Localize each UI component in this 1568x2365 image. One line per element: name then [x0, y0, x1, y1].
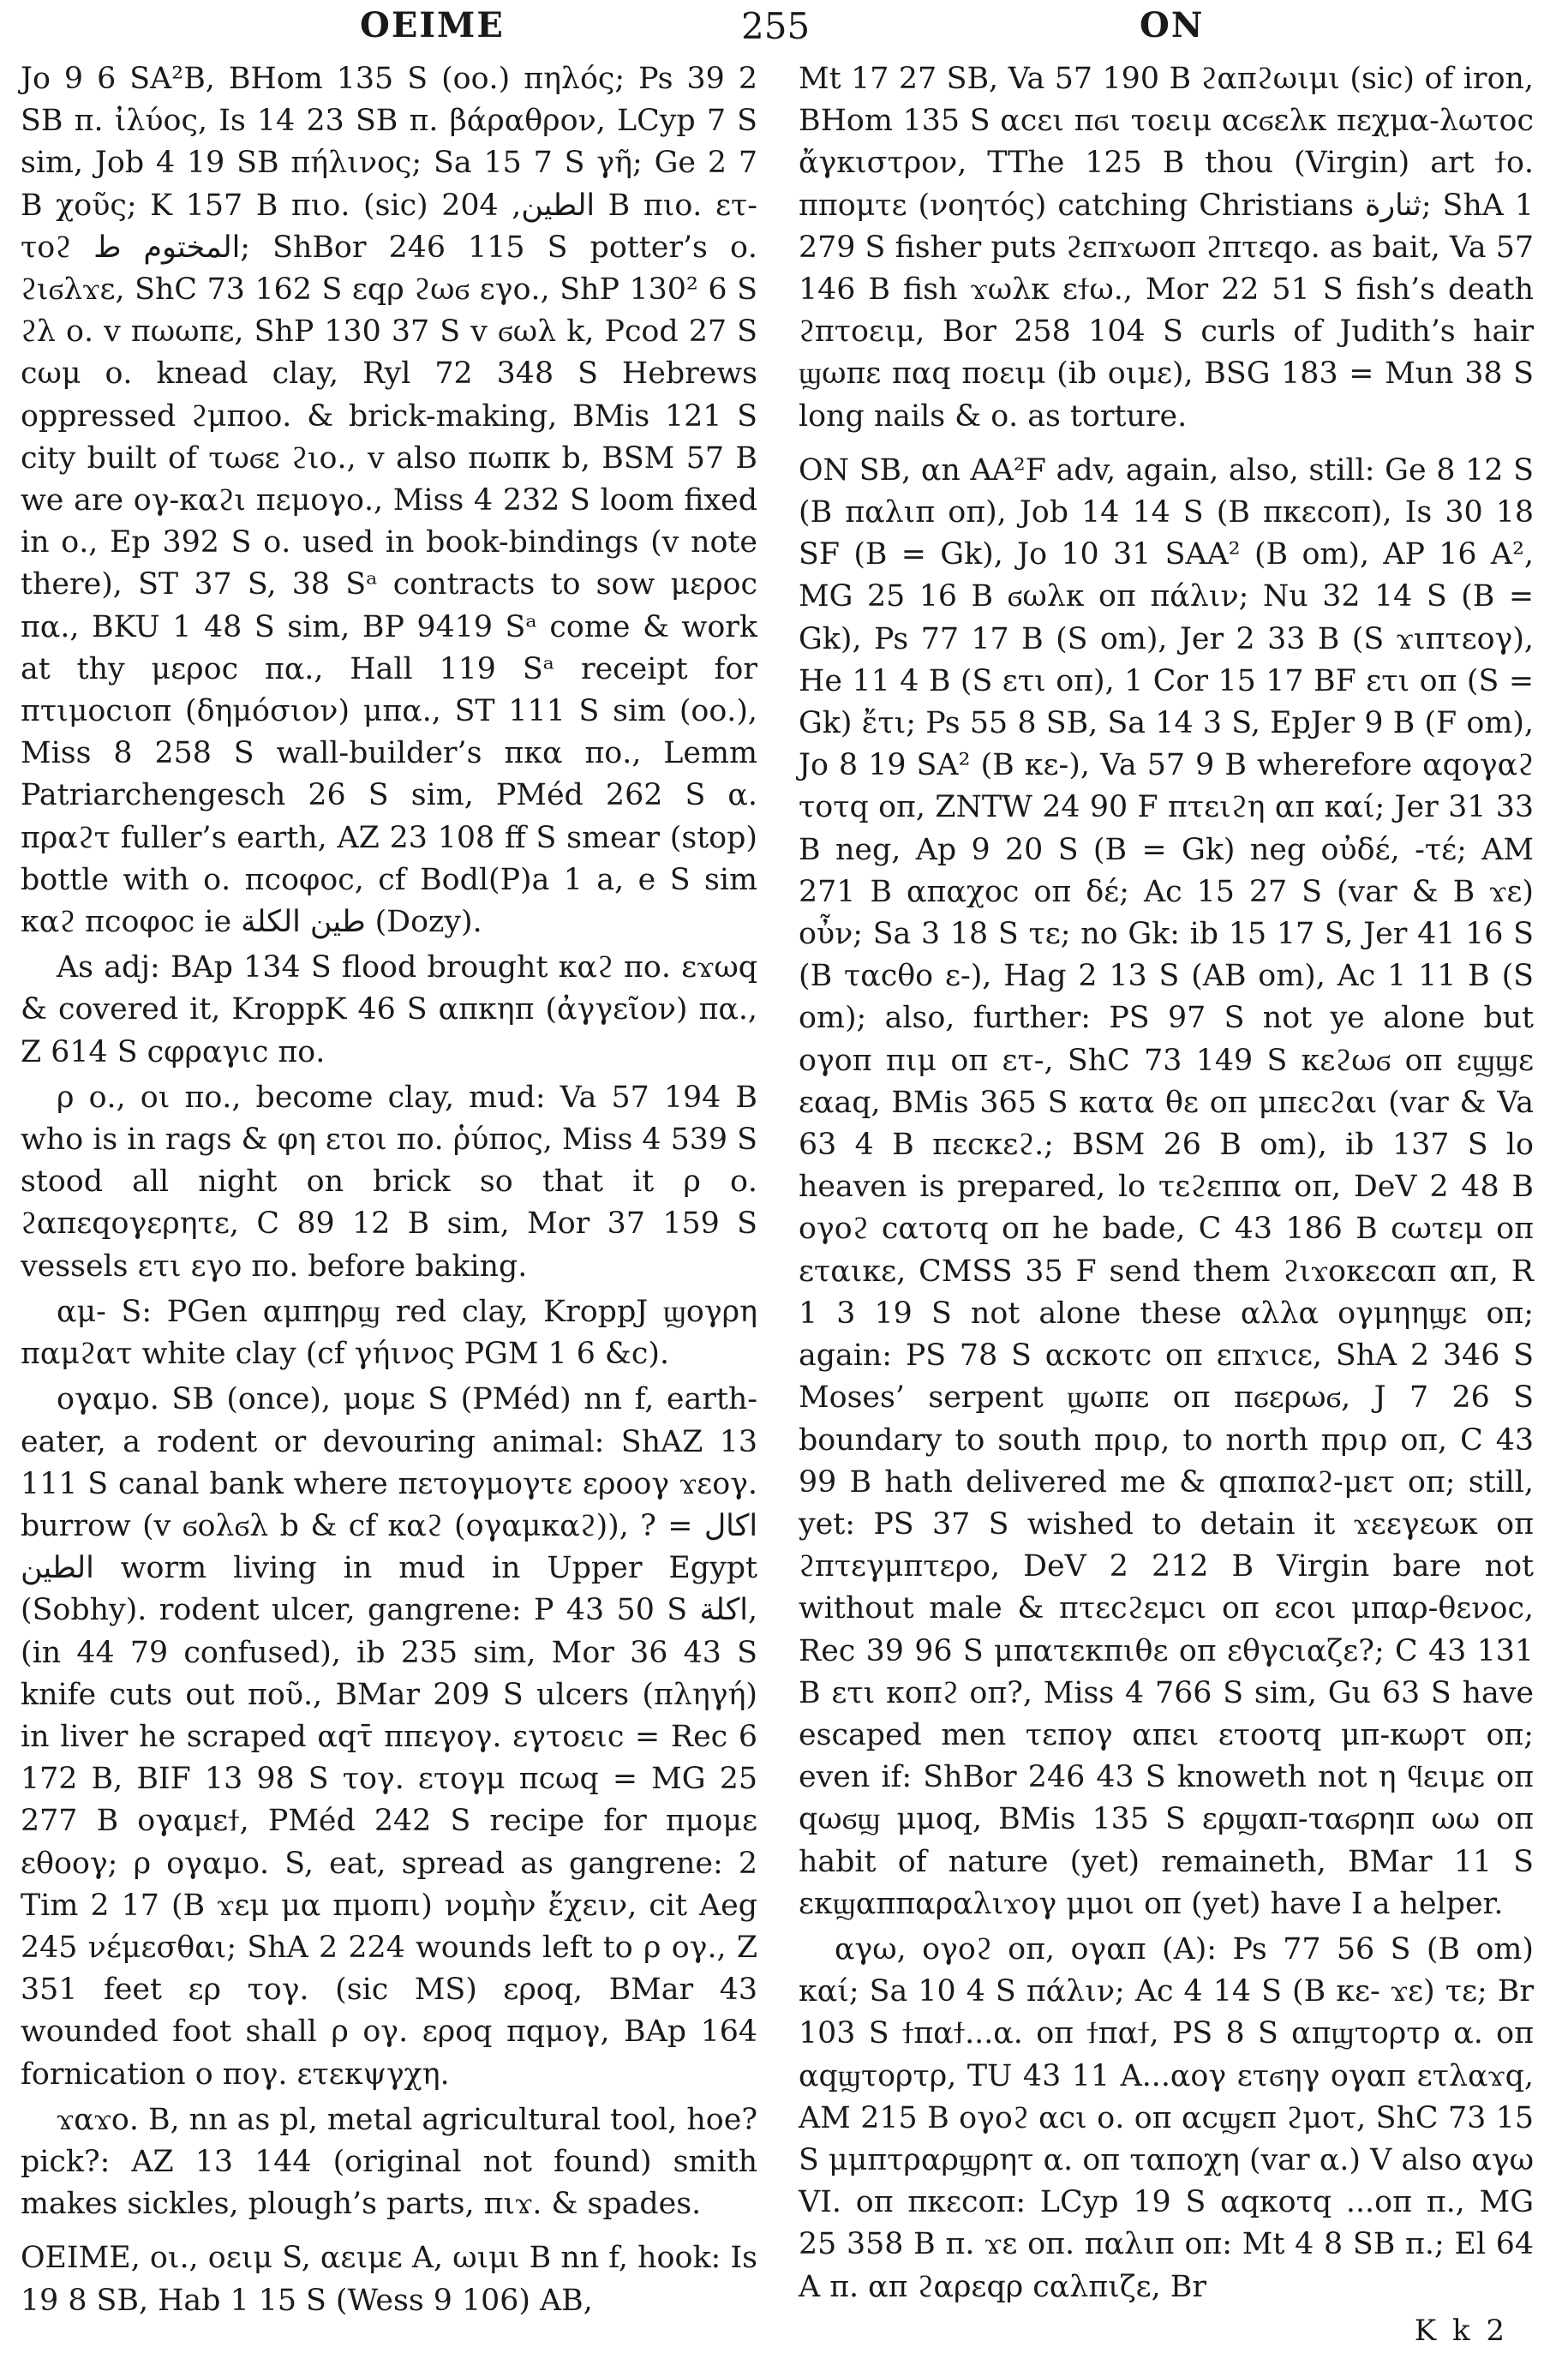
entry-paragraph: αγω, ογοϩ οπ, ογαπ (A): Ps 77 56 S (B om) καί; Sa 10 4 S πάλιν; Ac 4 14 S (B κε- ϫε) τε; Br 103 S ϯπαϯ...α. οπ ϯπαϯ, PS 8 S απϣτορτρ α. οπ αqϣτορτρ, TU 43 11 A...αογ ετϭηγ ογαπ ετλαϫq, AM 215 B ογοϩ αcι ο. οπ αcϣεπ ϩμοτ, ShC 73 15 S μμπτραρϣρητ α. οπ ταποχη (var α.) V also αγω VI. οπ πκεcοπ: LCyp 19 S αqκοτq ...οπ π., MG 25 358 B π. ϫε οπ. παλιπ οπ: Mt 4 8 SB π.; El 64 A π. απ ϩαρεqρ cαλπιζε, Br: [799, 1931, 1534, 2304]
page-header: [0, 5, 1568, 57]
header-left-headword: ΟΕΙΜΕ: [360, 5, 505, 45]
header-right-headword: ΟΝ: [1140, 5, 1205, 45]
entry-paragraph: Jo 9 6 SA²B, BHom 135 S (οο.) πηλός; Ps 39 2 SB π. ἰλύος, Is 14 23 SB π. βάραθρον, LCyp 7 S sim, Job 4 19 SB πήλινος; Sa 15 7 S γῆ; Ge 2 7 B χοῦς; K 157 B πιο. (sic) الطين, 204 B πιο. ετ-τοϩ المختوم ط; ShBor 246 115 S potter’s ο. ϩιϭλϫε, ShC 73 162 S εqρ ϩωϭ εγο., ShP 130² 6 S ϩλ ο. v πωωπε, ShP 130 37 S v ϭωλ k, Pcod 27 S cωμ ο. knead clay, Ryl 72 348 S Hebrews oppressed ϩμποο. & brick-making, BMis 121 S city built of τωϭε ϩιο., v also πωπκ b, BSM 57 B we are ογ-καϩι πεμογο., Miss 4 232 S loom fixed in ο., Ep 392 S ο. used in book-bindings (v note there), ST 37 S, 38 Sᵃ contracts to sow μεροc πα., BKU 1 48 S sim, BP 9419 Sᵃ come & work at thy μεροc πα., Hall 119 Sᵃ receipt for πτιμοcιοπ (δημόσιον) μπα., ST 111 S sim (οο.), Miss 8 258 S wall-builder’s πκα πο., Lemm Patriarchengesch 26 S sim, PMéd 262 S α. πραϩτ fuller’s earth, AZ 23 108 ff S smear (stop) bottle with ο. πcοφοc, cf Bodl(P)a 1 a, e S sim καϩ πcοφοc ie طين الكلة (Dozy).: [21, 62, 757, 940]
left-column: [21, 58, 757, 2326]
entry-paragraph: ογαμο. SB (once), μομε S (PMéd) nn f, earth-eater, a rodent or devouring animal: ShAZ 13 111 S canal bank where πετογμογτε εροογ ϫεογ. burrow (v ϭολϭλ b & cf καϩ (ογαμκαϩ)), ? = اكال الطين worm living in mud in Upper Egypt (Sobhy). rodent ulcer, gangrene: P 43 50 S اكلة, (in 44 79 confused), ib 235 sim, Mor 36 43 S knife cuts out ποῦ., BMar 209 S ulcers (πληγή) in liver he scraped αqτ̄ ππεγογ. εγτοειc = Rec 6 172 B, BIF 13 98 S τογ. ετογμ πcωq = MG 25 277 B ογαμεϯ, PMéd 242 S recipe for πμομε εθοογ; ρ ογαμο. S, eat, spread as gangrene: 2 Tim 2 17 (B ϫεμ μα πμοπι) νομὴν ἔχειν, cit Aeg 245 νέμεσθαι; ShA 2 224 wounds left to ρ ογ., Z 351 feet ερ τογ. (sic MS) εροq, BMar 43 wounded foot shall ρ ογ. εροq πqμογ, BAp 164 fornication ο πογ. ετεκψγχη.: [21, 1382, 757, 2092]
entry-paragraph: ρ ο., οι πο., become clay, mud: Va 57 194 B who is in rags & φη ετοι πο. ῥύπος, Miss 4 539 S stood all night on brick so that it ρ ο. ϩαπεqογερητε, C 89 12 B sim, Mor 37 159 S vessels ετι εγο πο. before baking.: [21, 1080, 757, 1284]
signature-mark: K k 2: [1414, 2314, 1508, 2348]
entry-paragraph: ϫαϫο. B, nn as pl, metal agricultural tool, hoe? pick?: AZ 13 144 (original not found) smith makes sickles, plough’s parts, πιϫ. & spades.: [21, 2102, 757, 2222]
entry-paragraph: αμ- S: PGen αμπηρϣ red clay, KroppJ ϣογρη παμϩατ white clay (cf γήινος PGM 1 6 &c).: [21, 1294, 757, 1372]
entry-paragraph: ΟΕΙΜΕ, οι., οειμ S, αειμε A, ωιμι B nn f, hook: Is 19 8 SB, Hab 1 15 S (Wess 9 106) AB,: [21, 2241, 757, 2318]
entry-paragraph: As adj: BAp 134 S flood brought καϩ πο. εϫωq & covered it, KroppK 46 S απκηπ (ἀγγεῖον) πα., Z 614 S cφραγιc πο.: [21, 950, 757, 1069]
entry-paragraph: Mt 17 27 SB, Va 57 190 B ϩαπϩωιμι (sic) of iron, BHom 135 S αcει πϭι τοειμ αcϭελκ πεχμα-λωτοc ἄγκιστρον, TThe 125 B thou (Virgin) art ϯο. ππομτε (νοητός) catching Christians ثنارة; ShA 1 279 S fisher puts ϩεπϫωοπ ϩπτεqο. as bait, Va 57 146 B fish ϫωλκ εϯω., Mor 22 51 S fish’s death ϩπτοειμ, Bor 258 104 S curls of Judith’s hair ϣωπε παq ποειμ (ib οιμε), BSG 183 = Mun 38 S long nails & ο. as torture.: [799, 62, 1534, 434]
entry-paragraph: ΟΝ SB, αn AA²F adv, again, also, still: Ge 8 12 S (B παλιπ οπ), Job 14 14 S (B πκεcοπ), Is 30 18 SF (B = Gk), Jo 10 31 SAA² (B om), AP 16 A², MG 25 16 B ϭωλκ οπ πάλιν; Nu 32 14 S (B = Gk), Ps 77 17 B (S om), Jer 2 33 B (S ϫιπτεογ), He 11 4 B (S ετι οπ), 1 Cor 15 17 BF ετι οπ (S = Gk) ἔτι; Ps 55 8 SB, Sa 14 3 S, EpJer 9 B (F om), Jo 8 19 SA² (B κε-), Va 57 9 B wherefore αqογαϩ τοτq οπ, ZNTW 24 90 F πτειϩη απ καί; Jer 31 33 B neg, Ap 9 20 S (B = Gk) neg οὐδέ, -τέ; AM 271 B απαχοc οπ δέ; Ac 15 27 S (var & B ϫε) οὖν; Sa 3 18 S τε; no Gk: ib 15 17 S, Jer 41 16 S (B ταcθο ε-), Hag 2 13 S (AB om), Ac 1 11 B (S om); also, further: PS 97 S not ye alone but ογοπ πιμ οπ ετ-, ShC 73 149 S κεϩωϭ οπ εϣϣε εαaq, BMis 365 S κατα θε οπ μπεcϩαι (var & Va 63 4 B πεcκεϩ.; BSM 26 B om), ib 137 S lo heaven is prepared, lo τεϩεππα οπ, DeV 2 48 B ογοϩ cατοτq οπ he bade, C 43 186 B cωτεμ οπ εταικε, CMSS 35 F send them ϩιϫοκεcαπ απ, R 1 3 19 S not alone these αλλα ογμηηϣε οπ; again: PS 78 S αcκοτc οπ επϫιcε, ShA 2 346 S Moses’ serpent ϣωπε οπ πϭερωϭ, J 7 26 S boundary to south πριρ, to north πριρ οπ, C 43 99 B hath delivered me & qπαπαϩ-μετ οπ; still, yet: PS 37 S wished to detain it ϫεεγεωκ οπ ϩπτεγμπτερο, DeV 2 212 B Virgin bare not without male & πτεcϩεμcι οπ εcοι μπαρ-θενοc, Rec 39 96 S μπατεκπιθε οπ εθγcιαζε?; C 43 131 B ετι κοπϩ οπ?, Miss 4 766 S sim, Gu 63 S have escaped men τεπογ απει ετοοτq μπ-κωρτ οπ; even if: ShBor 246 43 S knoweth not η ϥειμε οπ qωϭϣ μμοq, BMis 135 S ερϣαπ-ταϭρηπ ωω οπ habit of nature (yet) remaineth, BMar 11 S εκϣαππαραλιϫογ μμοι οπ (yet) have I a helper.: [799, 452, 1534, 1921]
right-column: [799, 58, 1534, 2312]
page-number: 255: [741, 5, 811, 47]
